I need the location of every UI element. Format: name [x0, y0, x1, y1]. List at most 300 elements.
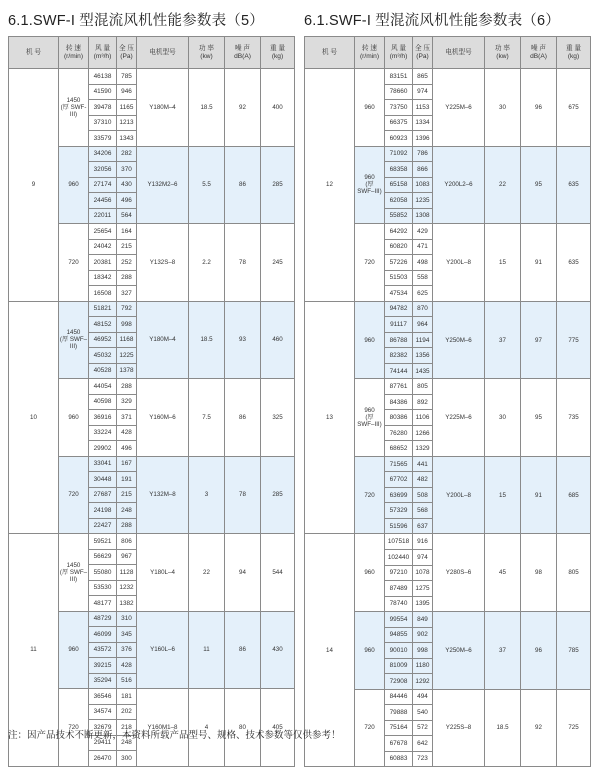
motor-cell: Y180L–4 — [137, 534, 189, 612]
airflow-cell: 62058 — [385, 193, 413, 209]
speed-cell: 720 — [355, 456, 385, 534]
noise-cell: 86 — [225, 611, 261, 689]
power-cell: 15 — [485, 224, 521, 302]
performance-table-5 — [8, 36, 295, 767]
noise-cell: 93 — [225, 301, 261, 379]
noise-cell: 95 — [521, 379, 557, 457]
airflow-cell: 24042 — [89, 239, 117, 255]
airflow-cell: 51503 — [385, 270, 413, 286]
pressure-cell: 282 — [117, 146, 137, 162]
speed-cell: 720 — [59, 224, 89, 302]
airflow-cell: 26470 — [89, 751, 117, 767]
pressure-cell: 1435 — [413, 363, 433, 379]
table-row — [9, 534, 295, 550]
pressure-cell: 916 — [413, 534, 433, 550]
airflow-cell: 29411 — [89, 735, 117, 751]
pressure-cell: 786 — [413, 146, 433, 162]
left-table-title: 6.1.SWF-I 型混流风机性能参数表（5） — [8, 13, 264, 29]
airflow-cell: 91117 — [385, 317, 413, 333]
speed-cell: 1450 (厚 SWF- III) — [59, 69, 89, 147]
airflow-cell: 84446 — [385, 689, 413, 705]
weight-cell: 544 — [261, 534, 295, 612]
header-speed: 转 速 (r/min) — [59, 37, 89, 69]
table-row — [9, 301, 295, 317]
airflow-cell: 32679 — [89, 720, 117, 736]
weight-cell: 635 — [557, 224, 591, 302]
pressure-cell: 1308 — [413, 208, 433, 224]
pressure-cell: 300 — [117, 751, 137, 767]
airflow-cell: 82382 — [385, 348, 413, 364]
airflow-cell: 94782 — [385, 301, 413, 317]
table-body — [9, 69, 295, 767]
motor-cell: Y132S–8 — [137, 224, 189, 302]
pressure-cell: 1334 — [413, 115, 433, 131]
airflow-cell: 55852 — [385, 208, 413, 224]
pressure-cell: 494 — [413, 689, 433, 705]
pressure-cell: 1225 — [117, 348, 137, 364]
noise-cell: 92 — [521, 689, 557, 767]
pressure-cell: 1180 — [413, 658, 433, 674]
header-speed: 转 速 (r/min) — [355, 37, 385, 69]
pressure-cell: 540 — [413, 705, 433, 721]
motor-cell: Y160M1–8 — [137, 689, 189, 767]
airflow-cell: 40598 — [89, 394, 117, 410]
airflow-cell: 48729 — [89, 611, 117, 627]
airflow-cell: 76280 — [385, 425, 413, 441]
header-row — [9, 37, 295, 69]
airflow-cell: 68652 — [385, 441, 413, 457]
pressure-cell: 625 — [413, 286, 433, 302]
airflow-cell: 66375 — [385, 115, 413, 131]
noise-cell: 92 — [225, 69, 261, 147]
noise-cell: 96 — [521, 69, 557, 147]
airflow-cell: 47534 — [385, 286, 413, 302]
weight-cell: 245 — [261, 224, 295, 302]
table-body — [305, 69, 591, 767]
power-cell: 30 — [485, 379, 521, 457]
airflow-cell: 43572 — [89, 642, 117, 658]
airflow-cell: 60923 — [385, 131, 413, 147]
pressure-cell: 428 — [117, 658, 137, 674]
airflow-cell: 59521 — [89, 534, 117, 550]
airflow-cell: 48152 — [89, 317, 117, 333]
motor-cell: Y200L–8 — [433, 224, 485, 302]
pressure-cell: 310 — [117, 611, 137, 627]
noise-cell: 78 — [225, 224, 261, 302]
pressure-cell: 288 — [117, 379, 137, 395]
weight-cell: 430 — [261, 611, 295, 689]
power-cell: 18.5 — [485, 689, 521, 767]
pressure-cell: 215 — [117, 487, 137, 503]
pressure-cell: 327 — [117, 286, 137, 302]
header-motor: 电机型号 — [137, 37, 189, 69]
motor-cell: Y200L2–6 — [433, 146, 485, 224]
power-cell: 18.5 — [189, 301, 225, 379]
airflow-cell: 27174 — [89, 177, 117, 193]
airflow-cell: 65158 — [385, 177, 413, 193]
pressure-cell: 974 — [413, 549, 433, 565]
airflow-cell: 78740 — [385, 596, 413, 612]
noise-cell: 96 — [521, 612, 557, 690]
power-cell: 4 — [189, 689, 225, 767]
pressure-cell: 345 — [117, 627, 137, 643]
weight-cell: 725 — [557, 689, 591, 767]
motor-cell: Y225M–6 — [433, 69, 485, 147]
noise-cell: 91 — [521, 224, 557, 302]
weight-cell: 735 — [557, 379, 591, 457]
airflow-cell: 86788 — [385, 332, 413, 348]
pressure-cell: 558 — [413, 270, 433, 286]
airflow-cell: 35294 — [89, 673, 117, 689]
speed-cell: 720 — [355, 689, 385, 767]
machine-no-cell: 13 — [305, 301, 355, 534]
header-airflow: 风 量 (m³/h) — [385, 37, 413, 69]
airflow-cell: 39215 — [89, 658, 117, 674]
pressure-cell: 892 — [413, 394, 433, 410]
airflow-cell: 33224 — [89, 425, 117, 441]
pressure-cell: 1165 — [117, 100, 137, 116]
machine-no-cell: 9 — [9, 69, 59, 302]
pressure-cell: 376 — [117, 642, 137, 658]
speed-cell: 720 — [355, 224, 385, 302]
pressure-cell: 1396 — [413, 131, 433, 147]
noise-cell: 98 — [521, 534, 557, 612]
motor-cell: Y225M–6 — [433, 379, 485, 457]
airflow-cell: 37310 — [89, 115, 117, 131]
airflow-cell: 33041 — [89, 456, 117, 472]
airflow-cell: 41590 — [89, 84, 117, 100]
noise-cell: 86 — [225, 379, 261, 457]
header-pressure: 全 压 (Pa) — [413, 37, 433, 69]
pressure-cell: 1194 — [413, 332, 433, 348]
airflow-cell: 90010 — [385, 643, 413, 659]
pressure-cell: 288 — [117, 270, 137, 286]
motor-cell: Y180M–4 — [137, 69, 189, 147]
pressure-cell: 202 — [117, 704, 137, 720]
airflow-cell: 60820 — [385, 239, 413, 255]
pressure-cell: 191 — [117, 472, 137, 488]
pressure-cell: 564 — [117, 208, 137, 224]
weight-cell: 405 — [261, 689, 295, 767]
pressure-cell: 215 — [117, 239, 137, 255]
power-cell: 22 — [485, 146, 521, 224]
pressure-cell: 1382 — [117, 596, 137, 612]
airflow-cell: 44054 — [89, 379, 117, 395]
pressure-cell: 946 — [117, 84, 137, 100]
noise-cell: 97 — [521, 301, 557, 379]
airflow-cell: 71092 — [385, 146, 413, 162]
motor-cell: Y250M–6 — [433, 612, 485, 690]
airflow-cell: 67702 — [385, 472, 413, 488]
speed-cell: 960 (厚 SWF–III) — [355, 379, 385, 457]
pressure-cell: 805 — [413, 379, 433, 395]
noise-cell: 78 — [225, 456, 261, 534]
airflow-cell: 33579 — [89, 131, 117, 147]
speed-cell: 960 — [355, 612, 385, 690]
motor-cell: Y160L–6 — [137, 611, 189, 689]
airflow-cell: 97210 — [385, 565, 413, 581]
pressure-cell: 429 — [413, 224, 433, 240]
pressure-cell: 642 — [413, 736, 433, 752]
weight-cell: 400 — [261, 69, 295, 147]
pressure-cell: 572 — [413, 720, 433, 736]
power-cell: 11 — [189, 611, 225, 689]
power-cell: 2.2 — [189, 224, 225, 302]
pressure-cell: 1329 — [413, 441, 433, 457]
pressure-cell: 516 — [117, 673, 137, 689]
pressure-cell: 870 — [413, 301, 433, 317]
pressure-cell: 1078 — [413, 565, 433, 581]
table-row — [305, 301, 591, 317]
airflow-cell: 22011 — [89, 208, 117, 224]
speed-cell: 720 — [59, 456, 89, 534]
airflow-cell: 36916 — [89, 410, 117, 426]
pressure-cell: 974 — [413, 84, 433, 100]
airflow-cell: 34574 — [89, 704, 117, 720]
noise-cell: 80 — [225, 689, 261, 767]
pressure-cell: 1235 — [413, 193, 433, 209]
pressure-cell: 181 — [117, 689, 137, 705]
machine-no-cell: 10 — [9, 301, 59, 534]
header-motor: 电机型号 — [433, 37, 485, 69]
speed-cell: 1450 (厚 SWF– III) — [59, 301, 89, 379]
pressure-cell: 441 — [413, 456, 433, 472]
airflow-cell: 25654 — [89, 224, 117, 240]
airflow-cell: 32056 — [89, 162, 117, 178]
header-power: 功 率 (kw) — [485, 37, 521, 69]
power-cell: 30 — [485, 69, 521, 147]
pressure-cell: 508 — [413, 487, 433, 503]
header-power: 功 率 (kw) — [189, 37, 225, 69]
airflow-cell: 20381 — [89, 255, 117, 271]
power-cell: 5.5 — [189, 146, 225, 224]
airflow-cell: 29902 — [89, 441, 117, 457]
machine-no-cell: 12 — [305, 69, 355, 302]
airflow-cell: 46138 — [89, 69, 117, 85]
weight-cell: 805 — [557, 534, 591, 612]
weight-cell: 785 — [557, 612, 591, 690]
pressure-cell: 1213 — [117, 115, 137, 131]
header-machine-no: 机 号 — [9, 37, 59, 69]
pressure-cell: 1356 — [413, 348, 433, 364]
header-pressure: 全 压 (Pa) — [117, 37, 137, 69]
pressure-cell: 1106 — [413, 410, 433, 426]
pressure-cell: 496 — [117, 193, 137, 209]
motor-cell: Y280S–6 — [433, 534, 485, 612]
noise-cell: 86 — [225, 146, 261, 224]
airflow-cell: 94855 — [385, 627, 413, 643]
pressure-cell: 998 — [413, 643, 433, 659]
header-weight: 重 量 (kg) — [261, 37, 295, 69]
power-cell: 37 — [485, 612, 521, 690]
pressure-cell: 964 — [413, 317, 433, 333]
airflow-cell: 72908 — [385, 674, 413, 690]
motor-cell: Y225S–8 — [433, 689, 485, 767]
pressure-cell: 329 — [117, 394, 137, 410]
pressure-cell: 967 — [117, 549, 137, 565]
airflow-cell: 45032 — [89, 348, 117, 364]
weight-cell: 285 — [261, 456, 295, 534]
power-cell: 37 — [485, 301, 521, 379]
speed-cell: 720 — [59, 689, 89, 767]
motor-cell: Y132M–8 — [137, 456, 189, 534]
pressure-cell: 428 — [117, 425, 137, 441]
weight-cell: 285 — [261, 146, 295, 224]
weight-cell: 685 — [557, 456, 591, 534]
footnote: 注：因产品技术不断更新，本资料所载产品型号、规格、技术参数等仅供参考！ — [8, 730, 341, 741]
motor-cell: Y250M–6 — [433, 301, 485, 379]
machine-no-cell: 11 — [9, 534, 59, 767]
airflow-cell: 24198 — [89, 503, 117, 519]
pressure-cell: 865 — [413, 69, 433, 85]
airflow-cell: 57329 — [385, 503, 413, 519]
motor-cell: Y200L–8 — [433, 456, 485, 534]
airflow-cell: 40528 — [89, 363, 117, 379]
right-table-title: 6.1.SWF-I 型混流风机性能参数表（6） — [304, 13, 560, 29]
speed-cell: 960 — [355, 69, 385, 147]
airflow-cell: 51596 — [385, 518, 413, 534]
pressure-cell: 371 — [117, 410, 137, 426]
airflow-cell: 48177 — [89, 596, 117, 612]
weight-cell: 675 — [557, 69, 591, 147]
pressure-cell: 471 — [413, 239, 433, 255]
airflow-cell: 78660 — [385, 84, 413, 100]
airflow-cell: 87761 — [385, 379, 413, 395]
airflow-cell: 81009 — [385, 658, 413, 674]
airflow-cell: 68358 — [385, 162, 413, 178]
airflow-cell: 60883 — [385, 751, 413, 767]
airflow-cell: 102440 — [385, 549, 413, 565]
airflow-cell: 71565 — [385, 456, 413, 472]
pressure-cell: 866 — [413, 162, 433, 178]
table-row — [305, 534, 591, 550]
header-machine-no: 机 号 — [305, 37, 355, 69]
airflow-cell: 27687 — [89, 487, 117, 503]
speed-cell: 960 — [59, 146, 89, 224]
pressure-cell: 1378 — [117, 363, 137, 379]
table-row — [305, 69, 591, 85]
pressure-cell: 998 — [117, 317, 137, 333]
weight-cell: 635 — [557, 146, 591, 224]
header-weight: 重 量 (kg) — [557, 37, 591, 69]
airflow-cell: 16508 — [89, 286, 117, 302]
airflow-cell: 63699 — [385, 487, 413, 503]
header-airflow: 风 量 (m³/h) — [89, 37, 117, 69]
power-cell: 18.5 — [189, 69, 225, 147]
pressure-cell: 1343 — [117, 131, 137, 147]
header-noise: 噪 声 dB(A) — [225, 37, 261, 69]
pressure-cell: 1083 — [413, 177, 433, 193]
pressure-cell: 792 — [117, 301, 137, 317]
weight-cell: 325 — [261, 379, 295, 457]
pressure-cell: 496 — [117, 441, 137, 457]
pressure-cell: 1128 — [117, 565, 137, 581]
noise-cell: 95 — [521, 146, 557, 224]
pressure-cell: 1232 — [117, 580, 137, 596]
airflow-cell: 53530 — [89, 580, 117, 596]
airflow-cell: 24456 — [89, 193, 117, 209]
airflow-cell: 55080 — [89, 565, 117, 581]
airflow-cell: 22427 — [89, 518, 117, 534]
weight-cell: 460 — [261, 301, 295, 379]
pressure-cell: 723 — [413, 751, 433, 767]
power-cell: 45 — [485, 534, 521, 612]
pressure-cell: 1275 — [413, 581, 433, 597]
table-row — [9, 69, 295, 85]
power-cell: 15 — [485, 456, 521, 534]
airflow-cell: 56629 — [89, 549, 117, 565]
pressure-cell: 902 — [413, 627, 433, 643]
weight-cell: 775 — [557, 301, 591, 379]
speed-cell: 960 — [355, 534, 385, 612]
airflow-cell: 51821 — [89, 301, 117, 317]
pressure-cell: 164 — [117, 224, 137, 240]
airflow-cell: 80386 — [385, 410, 413, 426]
performance-table-6 — [304, 36, 591, 767]
pressure-cell: 1168 — [117, 332, 137, 348]
pressure-cell: 637 — [413, 518, 433, 534]
speed-cell: 960 (厚 SWF–III) — [355, 146, 385, 224]
noise-cell: 91 — [521, 456, 557, 534]
pressure-cell: 1292 — [413, 674, 433, 690]
pressure-cell: 568 — [413, 503, 433, 519]
pressure-cell: 370 — [117, 162, 137, 178]
speed-cell: 1450 (厚 SWF– III) — [59, 534, 89, 612]
motor-cell: Y180M–4 — [137, 301, 189, 379]
pressure-cell: 252 — [117, 255, 137, 271]
motor-cell: Y160M–6 — [137, 379, 189, 457]
pressure-cell: 785 — [117, 69, 137, 85]
pressure-cell: 1395 — [413, 596, 433, 612]
pressure-cell: 498 — [413, 255, 433, 271]
airflow-cell: 74144 — [385, 363, 413, 379]
machine-no-cell: 14 — [305, 534, 355, 767]
power-cell: 7.5 — [189, 379, 225, 457]
airflow-cell: 79888 — [385, 705, 413, 721]
airflow-cell: 18342 — [89, 270, 117, 286]
airflow-cell: 64292 — [385, 224, 413, 240]
airflow-cell: 34206 — [89, 146, 117, 162]
pressure-cell: 248 — [117, 503, 137, 519]
pressure-cell: 482 — [413, 472, 433, 488]
pressure-cell: 430 — [117, 177, 137, 193]
pressure-cell: 167 — [117, 456, 137, 472]
pressure-cell: 218 — [117, 720, 137, 736]
pressure-cell: 806 — [117, 534, 137, 550]
power-cell: 22 — [189, 534, 225, 612]
pressure-cell: 1153 — [413, 100, 433, 116]
airflow-cell: 73750 — [385, 100, 413, 116]
airflow-cell: 84386 — [385, 394, 413, 410]
motor-cell: Y132M2–6 — [137, 146, 189, 224]
airflow-cell: 46952 — [89, 332, 117, 348]
noise-cell: 94 — [225, 534, 261, 612]
airflow-cell: 30448 — [89, 472, 117, 488]
speed-cell: 960 — [59, 379, 89, 457]
airflow-cell: 75164 — [385, 720, 413, 736]
airflow-cell: 39478 — [89, 100, 117, 116]
airflow-cell: 67678 — [385, 736, 413, 752]
airflow-cell: 46099 — [89, 627, 117, 643]
header-row — [305, 37, 591, 69]
pressure-cell: 248 — [117, 735, 137, 751]
pressure-cell: 1266 — [413, 425, 433, 441]
airflow-cell: 57226 — [385, 255, 413, 271]
airflow-cell: 36546 — [89, 689, 117, 705]
pressure-cell: 849 — [413, 612, 433, 628]
airflow-cell: 107518 — [385, 534, 413, 550]
airflow-cell: 83151 — [385, 69, 413, 85]
